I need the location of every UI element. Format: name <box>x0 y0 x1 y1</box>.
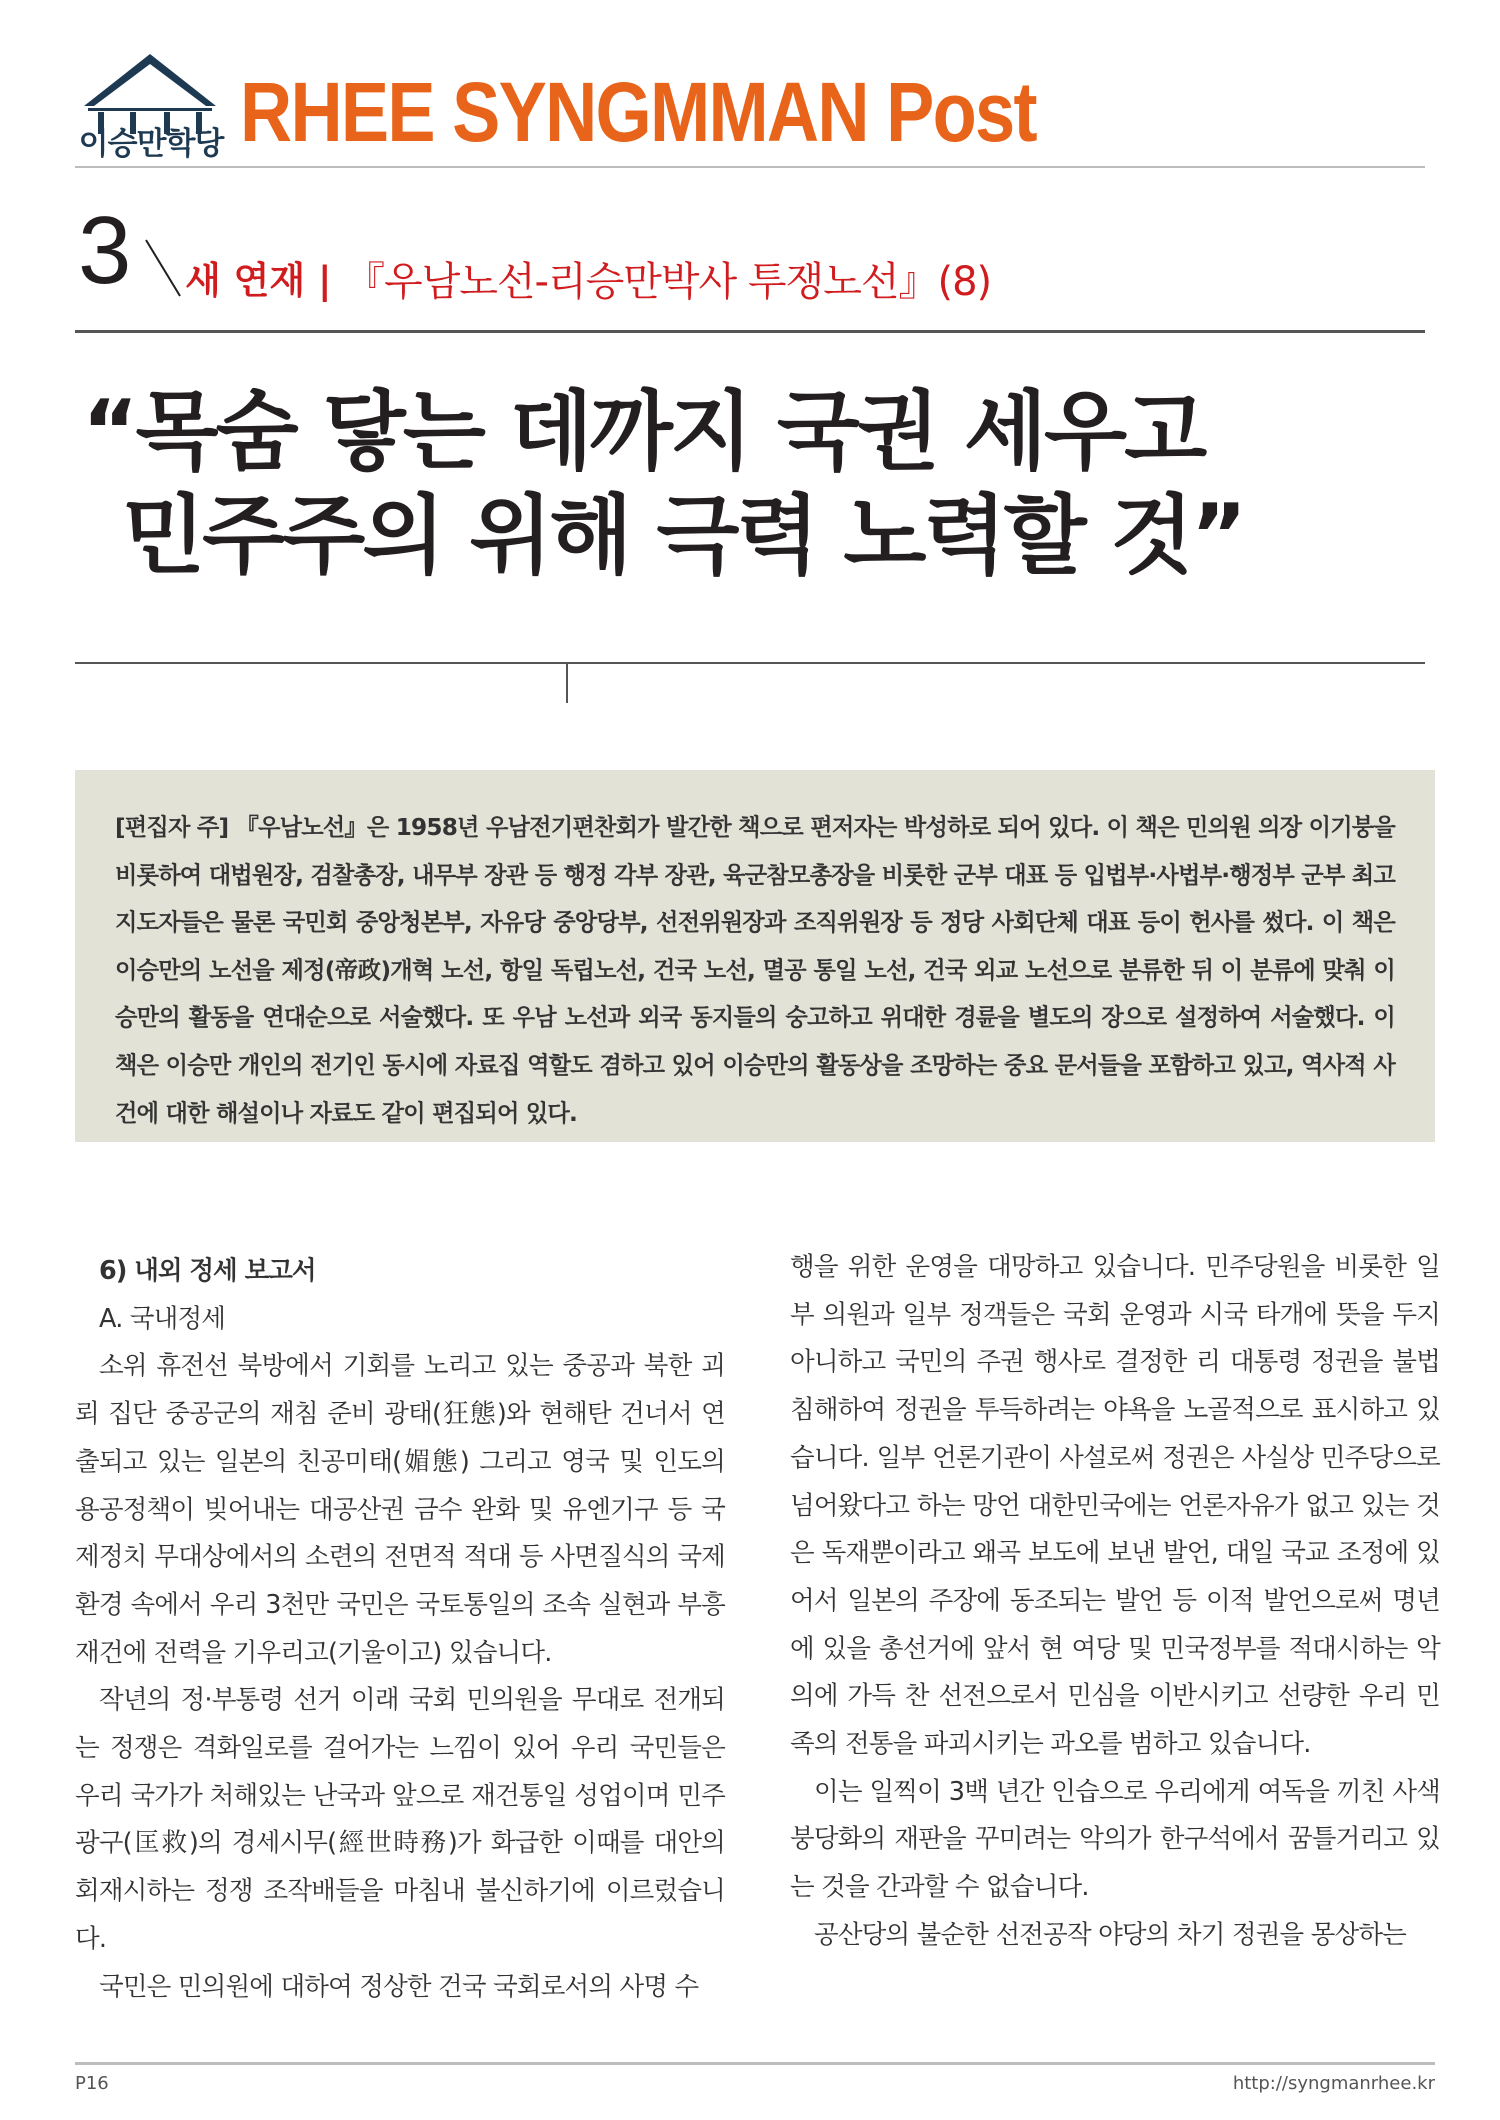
headline-divider-tick <box>566 663 568 703</box>
headline-line-1: “목숨 닿는 데까지 국권 세우고 <box>82 382 1205 482</box>
body-paragraph: 이는 일찍이 3백 년간 인습으로 우리에게 여독을 끼친 사색 붕당화의 재판을 꾸미려는 악의가 한구석에서 꿈틀거리고 있는 것을 간과할 수 없습니다. <box>790 1776 1440 1903</box>
page-number: P16 <box>75 2073 109 2094</box>
masthead-divider <box>75 166 1425 168</box>
editor-note-box <box>75 770 1435 1142</box>
publication-title: RHEE SYNGMMAN Post <box>240 65 1036 159</box>
report-subheading: 6) 내외 정세 보고서 <box>99 1256 316 1286</box>
footer-url[interactable]: http://syngmanrhee.kr <box>1232 2073 1435 2094</box>
report-subsubheading: A. 국내정세 <box>99 1303 226 1334</box>
body-paragraph: 행을 위한 운영을 대망하고 있습니다. 민주당원을 비롯한 일부 의원과 일부 정객들은 국회 운영과 시국 타개에 뜻을 두지 아니하고 국민의 주권 행사로 결정한 리 대통령 정권을 불법 침해하여 정권을 투득하려는 야욕을 노골적으로 표시하고 있습니다. 일부 언론기관이 사설로써 정권은 사실상 민주당으로 넘어왔다고 하는 망언 대한민국에는 언론자유가 없고 있는 것은 독재뿐이라고 왜곡 보도에 보낸 발언, 대일 국교 조정에 있어서 일본의 주장에 동조되는 발언 등 이적 발언으로써 명년에 있을 총선거에 앞서 현 여당 및 민국정부를 적대시하는 악의에 가득 찬 선전으로서 민심을 이반시키고 선량한 우리 민족의 전통을 파괴시키는 과오를 범하고 있습니다. <box>790 1252 1440 1760</box>
body-paragraph: 작년의 정·부통령 선거 이래 국회 민의원을 무대로 전개되는 정쟁은 격화일로를 걸어가는 느낌이 있어 우리 국민들은 우리 국가가 처해있는 난국과 앞으로 재건통일 성업이며 민주광구(匡救)의 경세시무(經世時務)가 화급한 이때를 대안의 회재시하는 정쟁 조작배들을 마침내 불신하기에 이르렀습니다. <box>75 1685 725 1954</box>
article-headline <box>82 380 1422 588</box>
series-title: 『우남노선-리승만박사 투쟁노선』(8) <box>345 259 992 305</box>
section-divider <box>75 330 1425 333</box>
headline-line-2: 민주주의 위해 극력 노력할 것” <box>122 486 1245 586</box>
body-paragraph: 소위 휴전선 북방에서 기회를 노리고 있는 중공과 북한 괴뢰 집단 중공군의 재침 준비 광태(狂態)와 현해탄 건너서 연출되고 있는 일본의 친공미태(媚態) 그리고 영국 및 인도의 용공정책이 빚어내는 대공산권 금수 완화 및 유엔기구 등 국제정치 무대상에서의 소련의 전면적 적대 등 사면질식의 국제환경 속에서 우리 3천만 국민은 국토통일의 조속 실현과 부흥 재건에 전력을 기우리고(기울이고) 있습니다. <box>75 1351 725 1668</box>
headline-divider <box>75 662 1425 664</box>
editor-note-text: [편집자 주] 『우남노선』은 1958년 우남전기편찬회가 발간한 책으로 편저자는 박성하로 되어 있다. 이 책은 민의원 의장 이기붕을 비롯하여 대법원장, 검찰총장, 내무부 장관 등 행정 각부 장관, 육군참모총장을 비롯한 군부 대표 등 입법부·사법부·행정부 군부 최고 지도자들은 물론 국민회 중앙청본부, 자유당 중앙당부, 선전위원장과 조직위원장 등 정당 사회단체 대표 등이 헌사를 썼다. 이 책은 이승만의 노선을 제정(帝政)개혁 노선, 항일 독립노선, 건국 노선, 멸공 통일 노선, 건국 외교 노선으로 분류한 뒤 이 분류에 맞춰 이승만의 활동을 연대순으로 서술했다. 또 우남 노선과 외국 동지들의 숭고하고 위대한 경륜을 별도의 장으로 설정하여 서술했다. 이 책은 이승만 개인의 전기인 동시에 자료집 역할도 겸하고 있어 이승만의 활동상을 조망하는 중요 문서들을 포함하고 있고, 역사적 사건에 대한 해설이나 자료도 같이 편집되어 있다. <box>115 814 1395 1127</box>
body-column-left <box>75 1248 725 2011</box>
section-number: 3 <box>78 197 132 304</box>
body-paragraph: 공산당의 불순한 선전공작 야당의 차기 정권을 몽상하는 <box>814 1919 1406 1950</box>
body-paragraph: 국민은 민의원에 대하여 정상한 건국 국회로서의 사명 수 <box>99 1971 699 2002</box>
series-label: 새 연재 | <box>185 259 332 302</box>
logo-wordmark: 이승만학당 <box>78 126 224 162</box>
body-column-right <box>790 1244 1440 1960</box>
footer-divider <box>75 2062 1435 2065</box>
